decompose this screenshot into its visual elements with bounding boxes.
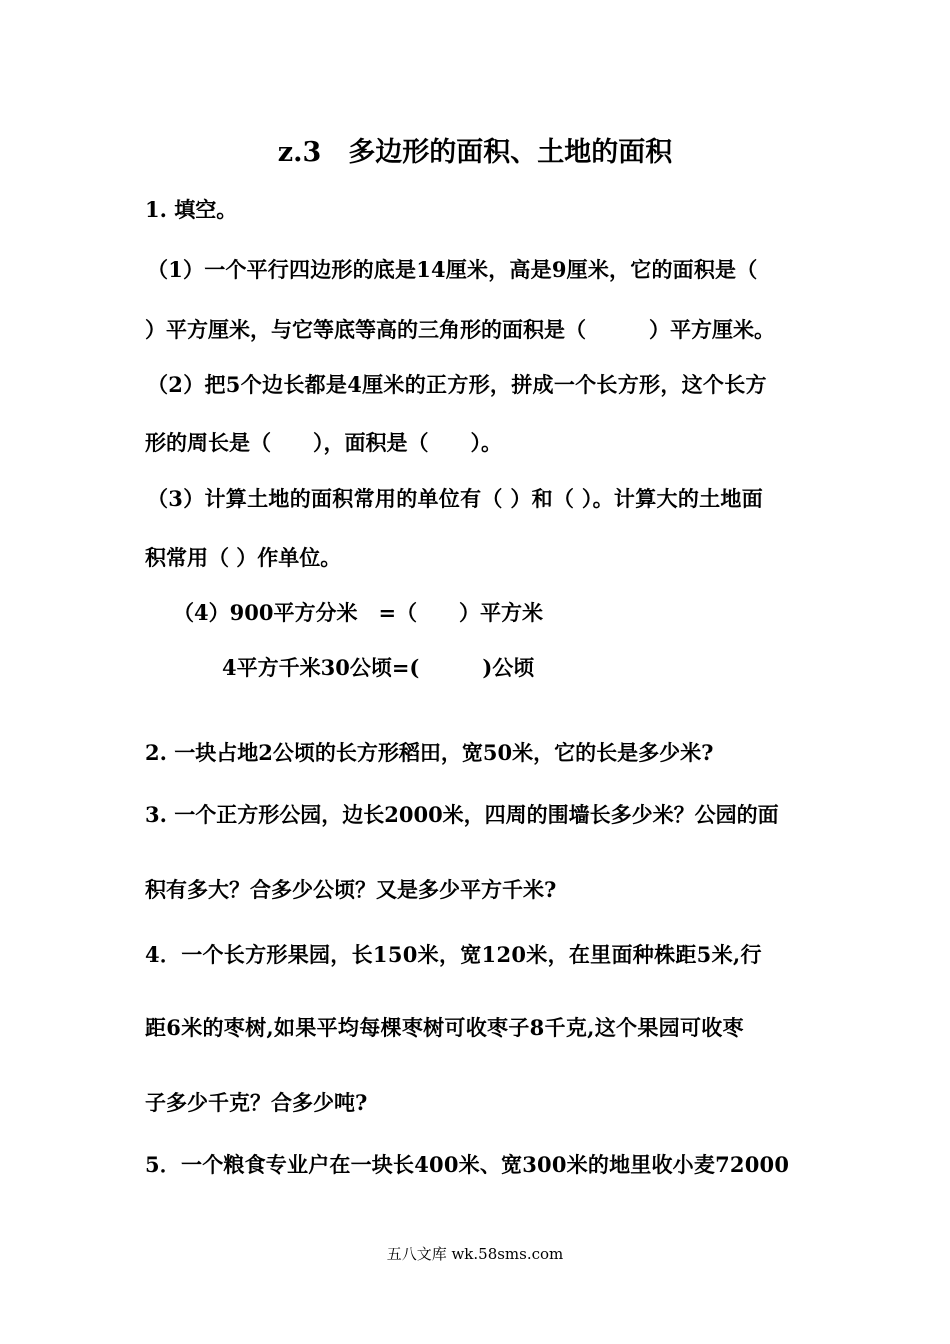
question-1-heading: 1. 填空。 bbox=[145, 197, 238, 222]
page-footer: 五八文库 wk.58sms.com bbox=[386, 1245, 564, 1263]
question-1-3-line-2: 积常用（ ）作单位。 bbox=[145, 545, 342, 570]
question-1-2-line-2: 形的周长是（ ），面积是（ ）。 bbox=[145, 430, 502, 455]
question-2: 2. 一块占地2公顷的长方形稻田，宽50米，它的长是多少米? bbox=[145, 740, 714, 765]
question-1-1-line-1: （1）一个平行四边形的底是14厘米，高是9厘米，它的面积是（ bbox=[147, 257, 758, 282]
question-4-line-1: 4．一个长方形果园，长150米，宽120米，在里面种株距5米,行 bbox=[145, 942, 762, 967]
question-4-line-2: 距6米的枣树,如果平均每棵枣树可收枣子8千克,这个果园可收枣 bbox=[145, 1015, 744, 1040]
question-1-2-line-1: （2）把5个边长都是4厘米的正方形，拼成一个长方形，这个长方 bbox=[147, 372, 767, 397]
question-1-1-line-2: ）平方厘米，与它等底等高的三角形的面积是（ ）平方厘米。 bbox=[145, 317, 775, 342]
question-1-4-line-1: （4）900平方分米 =（ ）平方米 bbox=[173, 600, 544, 625]
question-3-line-1: 3. 一个正方形公园，边长2000米，四周的围墙长多少米？公园的面 bbox=[145, 802, 779, 827]
question-1-4-line-2: 4平方千米30公顷=( )公顷 bbox=[222, 655, 535, 680]
question-3-line-2: 积有多大？合多少公顷？又是多少平方千米? bbox=[145, 877, 557, 902]
question-1-3-line-1: （3）计算土地的面积常用的单位有（ ）和（ ）。计算大的土地面 bbox=[147, 486, 764, 511]
document-title: z.3 多边形的面积、土地的面积 bbox=[277, 137, 673, 168]
question-5-line-1: 5．一个粮食专业户在一块长400米、宽300米的地里收小麦72000 bbox=[145, 1152, 790, 1177]
question-4-line-3: 子多少千克？合多少吨? bbox=[145, 1090, 368, 1115]
